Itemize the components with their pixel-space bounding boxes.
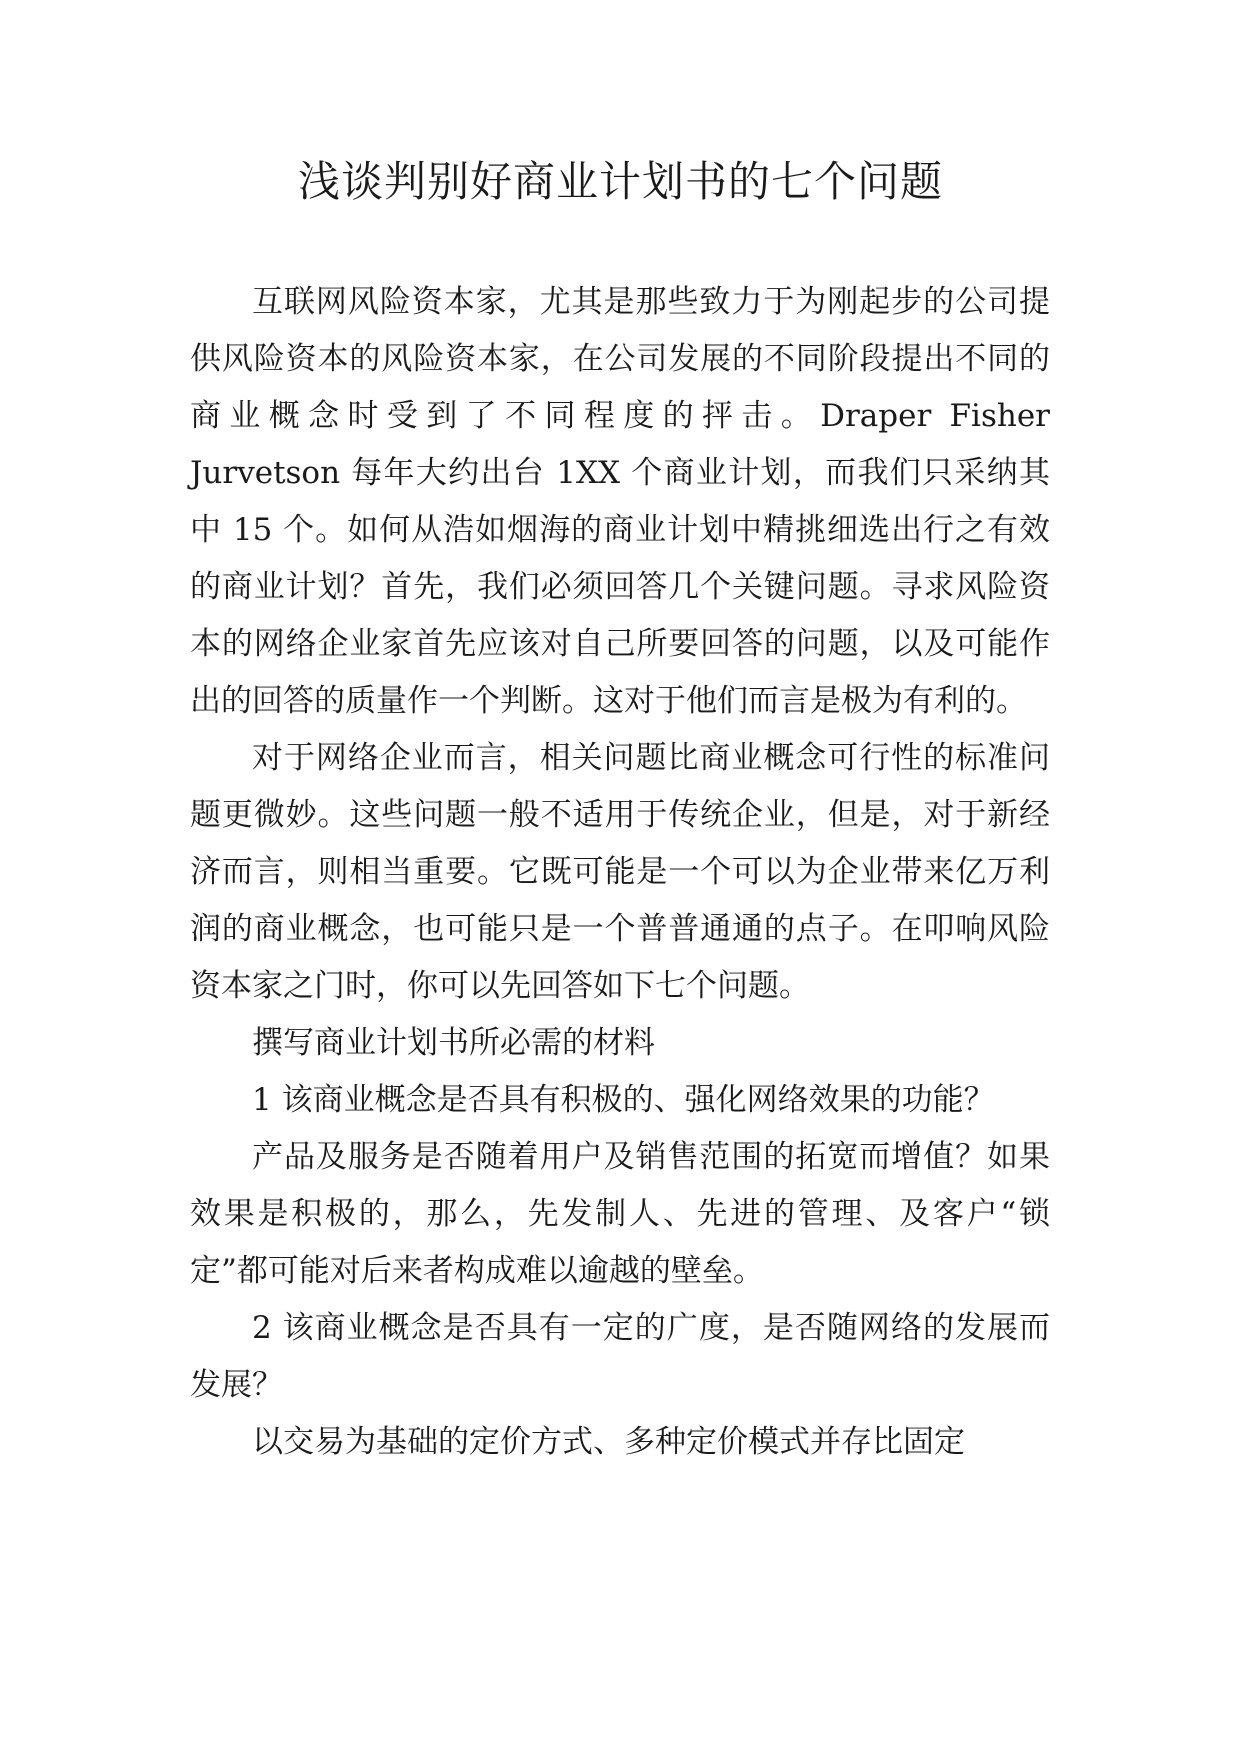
- paragraph-network-issues: 对于网络企业而言，相关问题比商业概念可行性的标准问题更微妙。这些问题一般不适用于传统企业，但是，对于新经济而言，则相当重要。它既可能是一个可以为企业带来亿万利润的商业概念，也可能只是一个普普通通的点子。在叩响风险资本家之门时，你可以先回答如下七个问题。: [190, 740, 1050, 1004]
- document-body: [190, 274, 1050, 1471]
- paragraph-intro: 互联网风险资本家，尤其是那些致力于为刚起步的公司提供风险资本的风险资本家，在公司发展的不同阶段提出不同的商业概念时受到了不同程度的抨击。Draper Fisher Jurvetson 每年大约出台 1XX 个商业计划，而我们只采纳其中 15 个。如何从浩如烟海的商业计划中精挑细选出行之有效的商业计划？首先，我们必须回答几个关键问题。寻求风险资本的网络企业家首先应该对自己所要回答的问题，以及可能作出的回答的质量作一个判断。这对于他们而言是极为有利的。: [190, 284, 1050, 719]
- document-title: 浅谈判别好商业计划书的七个问题: [297, 157, 943, 206]
- paragraph-question-1-detail: 产品及服务是否随着用户及销售范围的拓宽而增值？如果效果是积极的，那么，先发制人、先进的管理、及客户“锁定”都可能对后来者构成难以逾越的壁垒。: [190, 1139, 1050, 1289]
- paragraph-question-2-detail: 以交易为基础的定价方式、多种定价模式并存比固定: [252, 1424, 965, 1460]
- paragraph-materials-heading: 撰写商业计划书所必需的材料: [252, 1025, 655, 1061]
- question-1: 1 该商业概念是否具有积极的、强化网络效果的功能？: [252, 1082, 995, 1118]
- question-2: 2 该商业概念是否具有一定的广度，是否随网络的发展而发展？: [190, 1310, 1050, 1403]
